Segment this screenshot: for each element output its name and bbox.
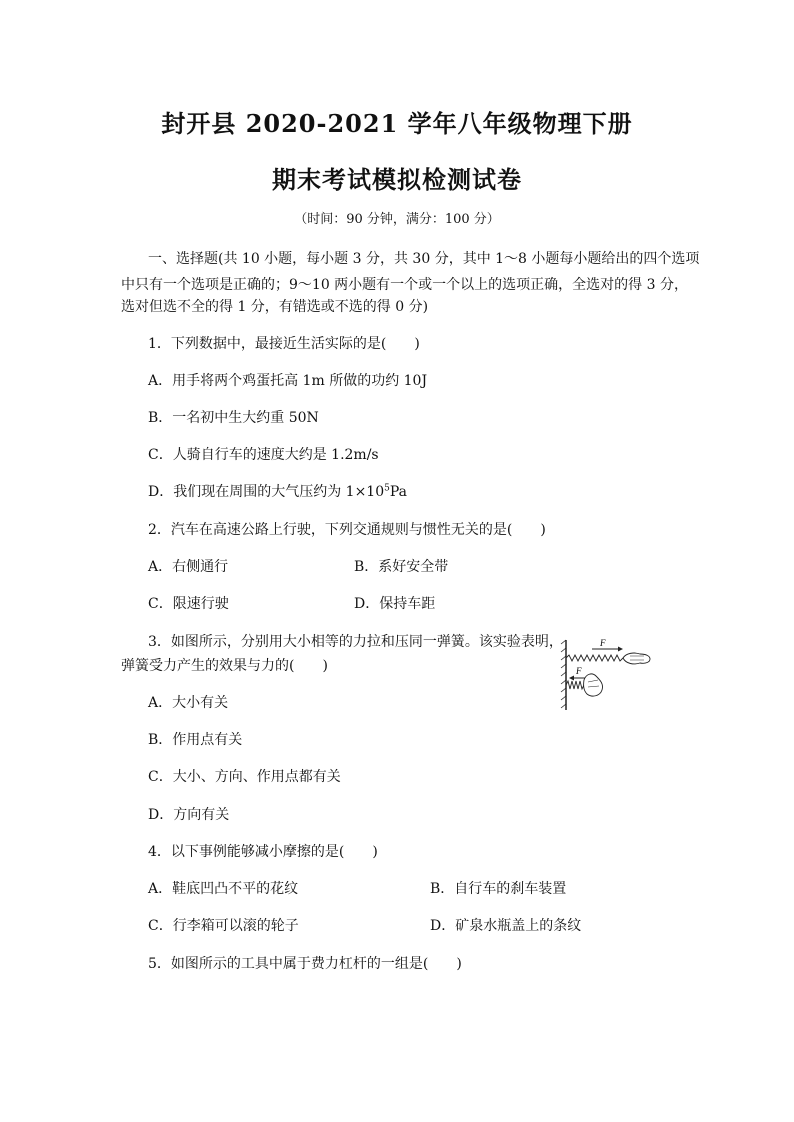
q1-stem: 1．下列数据中，最接近生活实际的是( ) [148,336,420,352]
spring-figure [560,638,652,712]
q4-stem: 4．以下事例能够减小摩擦的是( ) [148,844,378,860]
pushing-hand-icon [584,674,603,696]
q1-option-b: B．一名初中生大约重 50N [148,410,319,426]
bottom-force-label: F [576,666,582,676]
q4-option-b: B．自行车的刹车装置 [430,881,567,897]
q4-option-c: C．行李箱可以滚的轮子 [148,918,299,934]
q1-option-a: A．用手将两个鸡蛋托高 1m 所做的功约 10J [148,373,428,389]
compressed-spring [566,681,584,689]
q3-option-a: A．大小有关 [148,695,229,711]
section1-intro-line3: 选对但选不全的得 1 分，有错选或不选的得 0 分) [121,299,429,315]
exam-time-score: （时间：90 分钟，满分：100 分） [294,212,500,227]
q3-option-c: C．大小、方向、作用点都有关 [148,769,341,785]
q1-option-d-text: D．我们现在周围的大气压约为 1×10 [148,484,385,500]
q1-option-d-exponent: 5 [384,483,390,494]
top-force-label: F [600,638,606,648]
q4-option-a: A．鞋底凹凸不平的花纹 [148,881,299,897]
q4-option-d: D．矿泉水瓶盖上的条纹 [430,918,582,934]
q2-option-c: C．限速行驶 [148,596,229,612]
q3-option-b: B．作用点有关 [148,732,243,748]
exam-title-line1: 封开县 2020-2021 学年八年级物理下册 [161,109,633,138]
q2-option-a: A．右侧通行 [148,559,229,575]
q1-option-d-unit: Pa [389,484,408,500]
q2-option-d: D．保持车距 [354,596,436,612]
q3-stem-line2: 弹簧受力产生的效果与力的( ) [121,658,328,674]
q1-option-d [148,481,407,501]
section1-intro-line2: 中只有一个选项是正确的；9～10 两小题有一个或一个以上的选项正确，全选对的得 3 分， [121,277,688,293]
q2-stem: 2．汽车在高速公路上行驶，下列交通规则与惯性无关的是( ) [148,522,546,538]
q1-option-c: C．人骑自行车的速度大约是 1.2m/s [148,447,379,463]
section1-intro-line1: 一、选择题(共 10 小题，每小题 3 分，共 30 分，其中 1～8 小题每小题给出的四个选项 [148,251,700,267]
q5-stem: 5．如图所示的工具中属于费力杠杆的一组是( ) [148,956,462,972]
q2-option-b: B．系好安全带 [354,559,449,575]
pulling-hand-icon [623,653,650,664]
exam-title-line2: 期末考试模拟检测试卷 [272,165,522,194]
stretched-spring [566,655,623,661]
q3-option-d: D．方向有关 [148,807,230,823]
q3-stem-line1: 3．如图所示，分别用大小相等的力拉和压同一弹簧。该实验表明， [148,634,563,650]
